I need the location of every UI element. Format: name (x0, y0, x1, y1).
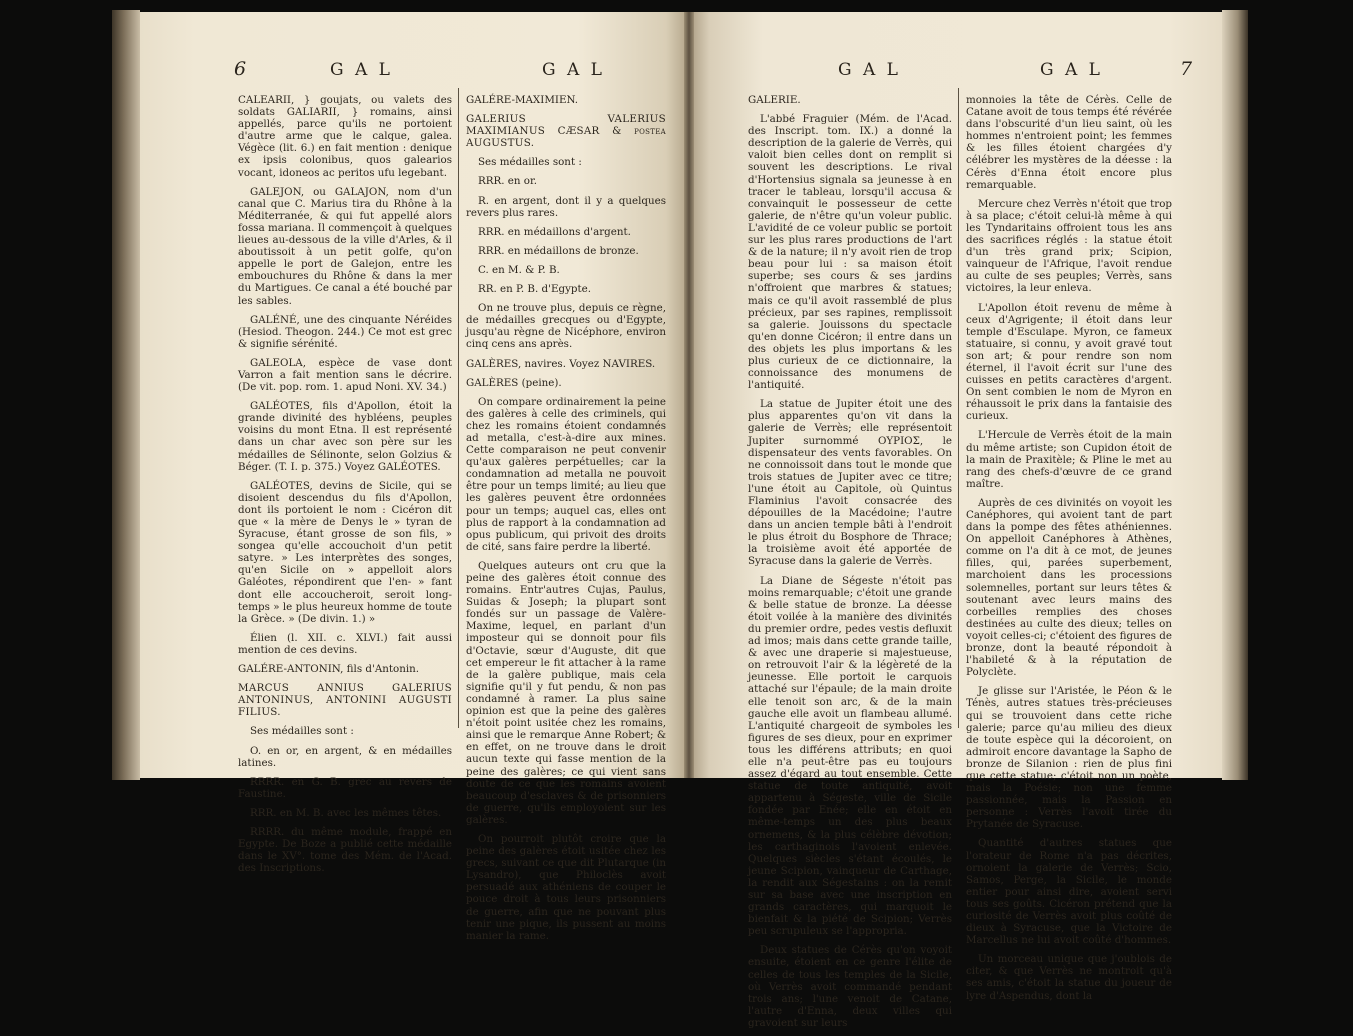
entry-galene: GALÉNÉ, une des cinquante Néréides (Hesiod. Theogon. 244.) Ce mot est grec & signifie sérénité. (238, 313, 452, 350)
left-page (140, 12, 688, 942)
medal-line-1: O. en or, en argent, & en médailles latines. (238, 744, 452, 769)
right-page-column-2 (966, 88, 1172, 1009)
column-divider-right (958, 88, 959, 728)
entry-galere-antonin: GALÉRE-ANTONIN, fils d'Antonin. (238, 663, 420, 676)
book-edge-right (1222, 10, 1248, 780)
galerie-para-4: Deux statues de Cérès qu'on voyoit ensuite, étoient en ce genre l'élite de celles de tous les temples de la Sicile, où Verrès avoit commandé pendant trois ans; l'une venoit de Catane, l'autre d'Enna, deux villes qui gravoient sur leurs (748, 944, 952, 1029)
right-page-column-1 (748, 88, 952, 1036)
medal-line-7: RRR. en médaillons d'argent. (478, 225, 631, 238)
galerie-para-3: La Diane de Ségeste n'étoit pas moins remarquable; c'étoit une grande & belle statue de bronze. La déesse étoit voilée à la manière des divinités du premier ordre, pedes vestis defluxit ad imos; mais dans cette grande taille, & avec une draperie si majestueuse, on retrouvoit l'air & la légèreté de la jeunesse. Elle portoit le carquois attaché sur l'épaule; de la main droite elle tenoit son arc, & de la main gauche elle avoit un flambeau allumé. L'antiquité chargeoit de symboles les figures de ses dieux, pour en exprimer tous les différens attributs; en quoi elle n'a peut-être pas eu toujours assez d'égard au tout ensemble. Cette statue de toute antiquité, avoit appartenu à Ségeste, ville de Sicile fondée par Enée; elle en étoit en même-temps un des plus beaux ornemens, & la plus célèbre dévotion; les carthaginois l'avoient enlevée. Quelques siècles s'étant écoulés, le jeune Scipion, vainqueur de Carthage, la rendit aux Ségestains : on la remit sur sa base avec une inscription en grands caractères, qui marquoit le bienfait & la piété de Scipion; Verrès peu scrupuleux se l'appropria. (748, 574, 952, 938)
entry-galeotes-2: GALÉOTES, devins de Sicile, qui se disoient descendus du fils d'Apollon, dont ils portoient le nom : Cicéron dit que « la mère de Denys le » tyran de Syracuse, étant grosse de son fils, » songea qu'elle accouchoit d'un petit satyre. » Les interprètes des songes, qu'en Sicile on » appelloit alors Galéotes, répondirent que l'en- » fant dont elle accoucheroit, seroit long-temps » le plus heureux homme de toute la Grèce. » (De divin. 1.) » (238, 479, 452, 625)
page-number-left: 6 (234, 58, 247, 80)
medal-line-10: RR. en P. B. d'Egypte. (478, 283, 591, 296)
galerie-para-5: monnoies la tête de Cérès. Celle de Catane avoit de tous temps été révérée dans l'obscurité d'un lieu saint, où les hommes n'entroient point; les femmes & les filles étoient chargées d'y célébrer les mystères de la déesse : la Cérès d'Enna étoit encore plus remarquable. (966, 94, 1172, 191)
galerie-para-12: Un morceau unique que j'oublois de citer, & que Verrès ne montroit qu'à ses amis, c'étoit la statue du joueur de lyre d'Aspendus, dont la (966, 953, 1172, 1002)
entry-galeres-peine: GALÈRES (peine). (466, 376, 562, 389)
left-page-column-2 (466, 88, 666, 949)
medal-line-8: RRR. en médaillons de bronze. (478, 244, 639, 257)
entry-galere-maximien-legend: GALERIUS VALERIUS MAXIMIANUS CÆSAR & postea AUGUSTUS. (466, 113, 666, 150)
entry-elien: Élien (l. XII. c. XLVI.) fait aussi mention de ces devins. (238, 631, 452, 656)
entry-galeres-peine-2: Quelques auteurs ont cru que la peine des galères étoit connue des romains. Entr'autres Cujas, Paulus, Suidas & Joseph; la plupart sont fondés sur un passage de Valère-Maxime, lequel, en parlant d'un imposteur qui se donnoit pour fils d'Octavie, sœur d'Auguste, dit que cet empereur le fit attacher à la rame de la galère publique, mais cela signifie qu'il y fut pendu, & non pas condamné à ramer. La plus saine opinion est que la peine des galères n'étoit point usitée chez les romains, ainsi que le remarque Anne Robert; & en effet, on ne trouve dans le droit aucun texte qui fasse mention de la peine des galères; ce qui vient sans doute de ce que les romains avoient beaucoup d'esclaves & de prisonniers de guerre, qu'ils employoient sur les galères. (466, 559, 666, 826)
medal-line-6: R. en argent, dont il y a quelques revers plus rares. (466, 194, 666, 219)
medals-heading-1: Ses médailles sont : (250, 725, 354, 738)
entry-galere-maximien: GALÉRE-MAXIMIEN. (466, 94, 579, 106)
running-header-left-1: G A L (330, 60, 393, 80)
entry-galerie: GALERIE. (748, 94, 801, 106)
entry-galejon: GALEJON, ou GALAJON, nom d'un canal que C. Marius tira du Rhône à la Méditerranée, & qui fut appellé alors fossa mariana. Il commençoit à quelques lieues au-dessous de la ville d'Arles, & il aboutissoit à un petit golfe, qu'on appelle le port de Galejon, entre les embouchures du Rhône & dans la mer du Martigues. Ce canal a été bouché par les sables. (238, 185, 452, 307)
entry-galeotes-1: GALÉOTES, fils d'Apollon, étoit la grande divinité des hybléens, peuples voisins du mont Etna. Il est représenté dans un char avec son père sur les médailles de Sélinonte, selon Golzius & Béger. (T. I. p. 375.) Voyez GALÉOTES. (238, 400, 452, 473)
medal-line-4: RRRR. du même module, frappé en Egypte. De Boze a publié cette médaille dans le XV°. tome des Mém. de l'Acad. des Inscriptions. (238, 825, 452, 875)
galerie-para-2: La statue de Jupiter étoit une des plus apparentes qu'on vit dans la galerie de Verrès; elle représentoit Jupiter surnommé ΟΥΡΙΟΣ, le dispensateur des vents favorables. On ne connoissoit dans tout le monde que trois statues de Jupiter avec ce titre; l'une étoit au Capitole, où Quintus Flaminius l'avoit consacrée des dépouilles de la Macédoine; l'autre dans un ancien temple bâti à l'endroit le plus étroit du Bosphore de Thrace; la troisième avoit été apportée de Syracuse dans la galerie de Verrès. (748, 398, 952, 568)
book-edge-left (112, 10, 140, 780)
running-header-left-2: G A L (542, 60, 605, 80)
column-divider-left (458, 88, 459, 728)
galerie-para-7: L'Apollon étoit revenu de même à ceux d'Agrigente; il étoit dans leur temple d'Esculape. Myron, ce fameux statuaire, si connu, y avoit gravé tout son art; & pour rendre son nom éternel, il l'avoit écrit sur l'une des cuisses en petits caractères d'argent. On sent combien le nom de Myron en réhaussoit le prix dans la fantaisie des curieux. (966, 301, 1172, 423)
right-page (688, 12, 1222, 1029)
entry-galeres-peine-1: On compare ordinairement la peine des galères à celle des criminels, qui chez les romains étoient condamnés ad metalla, c'est-à-dire aux mines. Cette comparaison ne peut convenir qu'aux galères perpétuelles; car la condamnation ad metalla ne pouvoit être pour un temps limité; au lieu que les galères peuvent être ordonnées pour un temps; auquel cas, elles ont plus de rapport à la condamnation ad opus publicum, qui privoit des droits de cité, sans faire perdre la liberté. (466, 395, 666, 553)
page-number-right: 7 (1180, 58, 1193, 80)
entry-galeres-navires: GALÈRES, navires. Voyez NAVIRES. (466, 357, 656, 370)
running-header-right-1: G A L (838, 60, 901, 80)
running-header-right-2: G A L (1040, 60, 1103, 80)
book-gutter (684, 12, 694, 778)
galerie-para-8: L'Hercule de Verrès étoit de la main du même artiste; son Cupidon étoit de la main de Praxitèle; & Pline le met au rang des chefs-d'œuvre de ce grand maître. (966, 429, 1172, 490)
galerie-para-6: Mercure chez Verrès n'étoit que trop à sa place; c'étoit celui-là même à qui les Tyndaritains offroient tous les ans des sacrifices réglés : la statue étoit d'un très grand prix; Scipion, vainqueur de l'Afrique, l'avoit rendue au culte de ses peuples; Verrès, sans victoires, la leur enleva. (966, 197, 1172, 295)
left-page-column-1 (238, 88, 452, 881)
galerie-para-11: Quantité d'autres statues que l'orateur de Rome n'a pas décrites, ornoient la galerie de Verrès; Scio, Samos, Perge, la Sicile, le monde entier pour ainsi dire, avoient servi tous ses goûts. Cicéron prétend que la curiosité de Verrès avoit plus coûté de dieux à Syracuse, que la Victoire de Marcellus ne lui avoit coûté d'hommes. (966, 837, 1172, 947)
entry-galere-antonin-legend: MARCUS ANNIUS GALERIUS ANTONINUS, ANTONINI AUGUSTI FILIUS. (238, 682, 452, 719)
galerie-para-10: Je glisse sur l'Aristée, le Péon & le Ténès, autres statues très-précieuses qui se trouvoient dans cette riche galerie; parce qu'au milieu des dieux de toute espèce qui la décoroient, on admiroit encore davantage la Sapho de bronze de Silanion : rien de plus fini que cette statue; c'étoit non un poète, mais la Poésie; non une femme passionnée, mais la Passion en personne : Verrès l'avoit tirée du Prytanée de Syracuse. (966, 685, 1172, 831)
medal-line-2: RRRR. en G. B. grec au revers de Faustine. (238, 775, 452, 800)
entry-nicephore: On ne trouve plus, depuis ce règne, de médailles grecques ou d'Egypte, jusqu'au règne de Nicéphore, environ cinq cens ans après. (466, 302, 666, 351)
medal-line-3: RRR. en M. B. avec les mêmes têtes. (250, 806, 442, 819)
entry-calearii: CALEARII, } goujats, ou valets des soldats GALIARII, } romains, ainsi appellés, parce qu'ils ne portoient d'autre arme que le calque, galea. Végèce (lit. 6.) en fait mention : denique ex ipsis colonibus, quos galearios vocant, idoneos ac peritos ufu legebant. (238, 94, 452, 179)
medal-line-9: C. en M. & P. B. (478, 263, 560, 276)
galerie-para-1: L'abbé Fraguier (Mém. de l'Acad. des Inscript. tom. IX.) a donné la description de la galerie de Verrès, qui valoit bien celles dont on remplit si souvent les descriptions. Le rival d'Hortensius signala sa jeunesse à en tracer le tableau, lorsqu'il accusa & convainquit le possesseur de cette galerie, de n'être qu'un voleur public. L'avidité de ce voleur public se portoit sur les plus rares productions de l'art & de la nature; il n'y avoit rien de trop beau pour lui : sa maison étoit superbe; ses cours & ses jardins n'offroient que marbres & statues; mais ce qu'il avoit rassemblé de plus précieux, par ses rapines, remplissoit sa galerie. Jouissons du spectacle qu'en donne Cicéron; il entre dans un des objets les plus importans & les plus curieux de ce dictionnaire, la connoissance des monumens de l'antiquité. (748, 113, 952, 392)
medals-heading-2: Ses médailles sont : (478, 156, 582, 169)
medal-line-5: RRR. en or. (478, 175, 538, 188)
entry-galeola: GALEOLA, espèce de vase dont Varron a fait mention sans le décrire. (De vit. pop. rom. 1. apud Noni. XV. 34.) (238, 356, 452, 394)
entry-galeres-peine-3: On pourroit plutôt croire que la peine des galères étoit usitée chez les grecs, suivant ce que dit Plutarque (in Lysandro), que Philoclès avoit persuadé aux athéniens de couper le pouce droit à tous leurs prisonniers de guerre, afin que ne pouvant plus tenir une pique, ils pussent au moins manier la rame. (466, 832, 667, 942)
galerie-para-9: Auprès de ces divinités on voyoit les Canéphores, qui avoient tant de part dans la pompe des fêtes athéniennes. On appelloit Canéphores à Athènes, comme on l'a dit à ce mot, de jeunes filles, qui, parées superbement, marchoient dans les processions solemnelles, portant sur leurs têtes & soutenant avec leurs mains des corbeilles remplies des choses destinées au culte des dieux; telles on voyoit celles-ci; c'étoient des figures de bronze, dont la beauté répondoit à l'habileté & à la réputation de Polyclète. (966, 496, 1172, 679)
